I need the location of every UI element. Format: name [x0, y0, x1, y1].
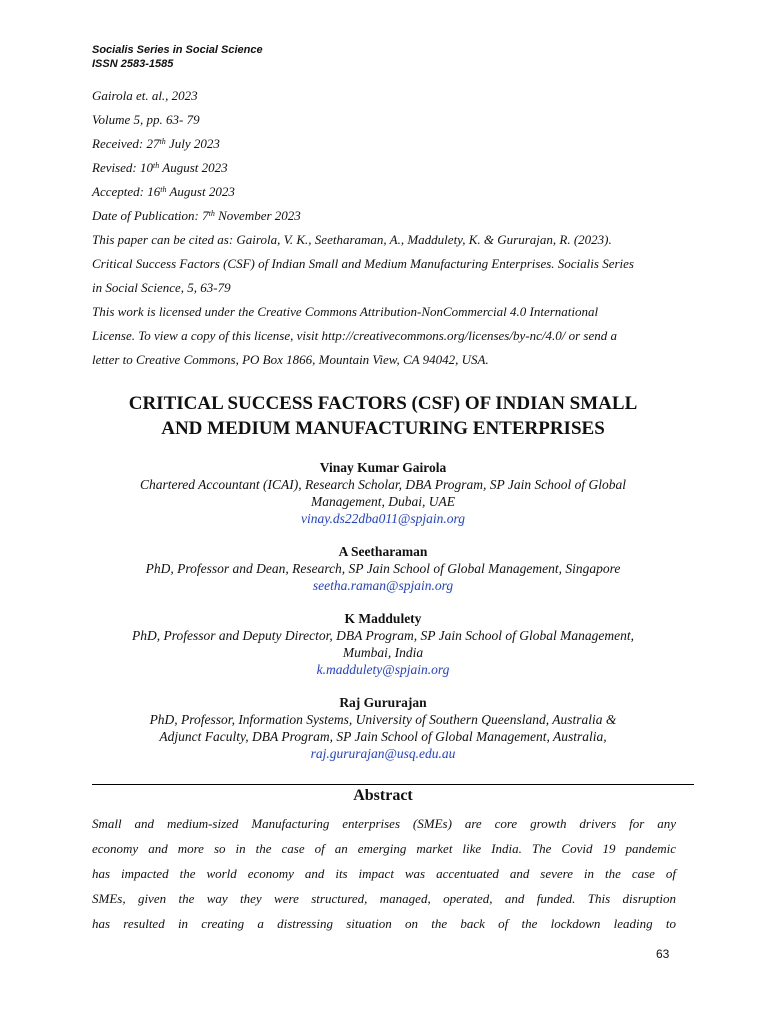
publication-date: Date of Publication: 7th November 2023 — [92, 208, 301, 223]
author-name: K Maddulety — [344, 611, 422, 626]
section-divider — [92, 784, 694, 785]
abstract-heading: Abstract — [353, 787, 413, 804]
author-name: A Seetharaman — [338, 544, 428, 559]
citation-line: Critical Success Factors (CSF) of Indian Small and Medium Manufacturing Enterprises. Socialis Series — [92, 256, 634, 271]
abstract-line: Small and medium-sized Manufacturing enterprises (SMEs) are core growth drivers for any — [92, 816, 676, 831]
received-date: Received: 27th July 2023 — [92, 136, 220, 151]
article-metadata — [92, 84, 692, 372]
author-affiliation: PhD, Professor, Information Systems, University of Southern Queensland, Australia & — [149, 712, 617, 727]
citation-short: Gairola et. al., 2023 — [92, 88, 198, 103]
license-line: letter to Creative Commons, PO Box 1866, Mountain View, CA 94042, USA. — [92, 352, 489, 367]
accepted-date: Accepted: 16th August 2023 — [92, 184, 235, 199]
author-email-link[interactable]: k.maddulety@spjain.org — [316, 662, 450, 677]
abstract-body — [92, 811, 676, 936]
abstract-line: economy and more so in the case of an emerging market like India. The Covid 19 pandemic — [92, 841, 676, 856]
author-name: Vinay Kumar Gairola — [319, 460, 447, 475]
author-email-link[interactable]: raj.gururajan@usq.edu.au — [310, 746, 456, 761]
journal-issn: ISSN 2583-1585 — [92, 58, 174, 70]
author-block — [92, 610, 674, 678]
paper-title — [92, 391, 674, 441]
author-affiliation: PhD, Professor and Dean, Research, SP Jain School of Global Management, Singapore — [145, 561, 621, 576]
author-block — [92, 694, 674, 762]
revised-date: Revised: 10th August 2023 — [92, 160, 228, 175]
author-list — [92, 459, 674, 778]
author-affiliation: Management, Dubai, UAE — [311, 494, 455, 509]
author-affiliation: Mumbai, India — [342, 645, 424, 660]
journal-header — [92, 43, 263, 71]
citation-line: in Social Science, 5, 63-79 — [92, 280, 231, 295]
abstract-line: SMEs, given the way they were structured, managed, operated, and funded. This disruption — [92, 891, 676, 906]
author-email-link[interactable]: vinay.ds22dba011@spjain.org — [301, 511, 465, 526]
citation-line: This paper can be cited as: Gairola, V. K., Seetharaman, A., Maddulety, K. & Gururajan, R. (2023). — [92, 232, 612, 247]
author-block — [92, 459, 674, 527]
author-block — [92, 543, 674, 594]
abstract-line: has impacted the world economy and its impact was accentuated and severe in the case of — [92, 866, 676, 881]
journal-name: Socialis Series in Social Science — [92, 44, 263, 56]
volume-info: Volume 5, pp. 63- 79 — [92, 112, 200, 127]
license-line: License. To view a copy of this license, visit http://creativecommons.org/licenses/by-nc/4.0/ or send a — [92, 328, 617, 343]
page-number: 63 — [656, 947, 670, 961]
title-line: CRITICAL SUCCESS FACTORS (CSF) OF INDIAN SMALL — [128, 393, 638, 414]
author-email-link[interactable]: seetha.raman@spjain.org — [312, 578, 454, 593]
title-line: AND MEDIUM MANUFACTURING ENTERPRISES — [161, 418, 605, 439]
license-line: This work is licensed under the Creative Commons Attribution-NonCommercial 4.0 International — [92, 304, 599, 319]
author-affiliation: Chartered Accountant (ICAI), Research Scholar, DBA Program, SP Jain School of Global — [140, 477, 626, 492]
author-affiliation: Adjunct Faculty, DBA Program, SP Jain School of Global Management, Australia, — [159, 729, 607, 744]
abstract-line: has resulted in creating a distressing situation on the back of the lockdown leading to — [92, 916, 676, 931]
author-affiliation: PhD, Professor and Deputy Director, DBA Program, SP Jain School of Global Management, — [132, 628, 634, 643]
author-name: Raj Gururajan — [339, 695, 427, 710]
